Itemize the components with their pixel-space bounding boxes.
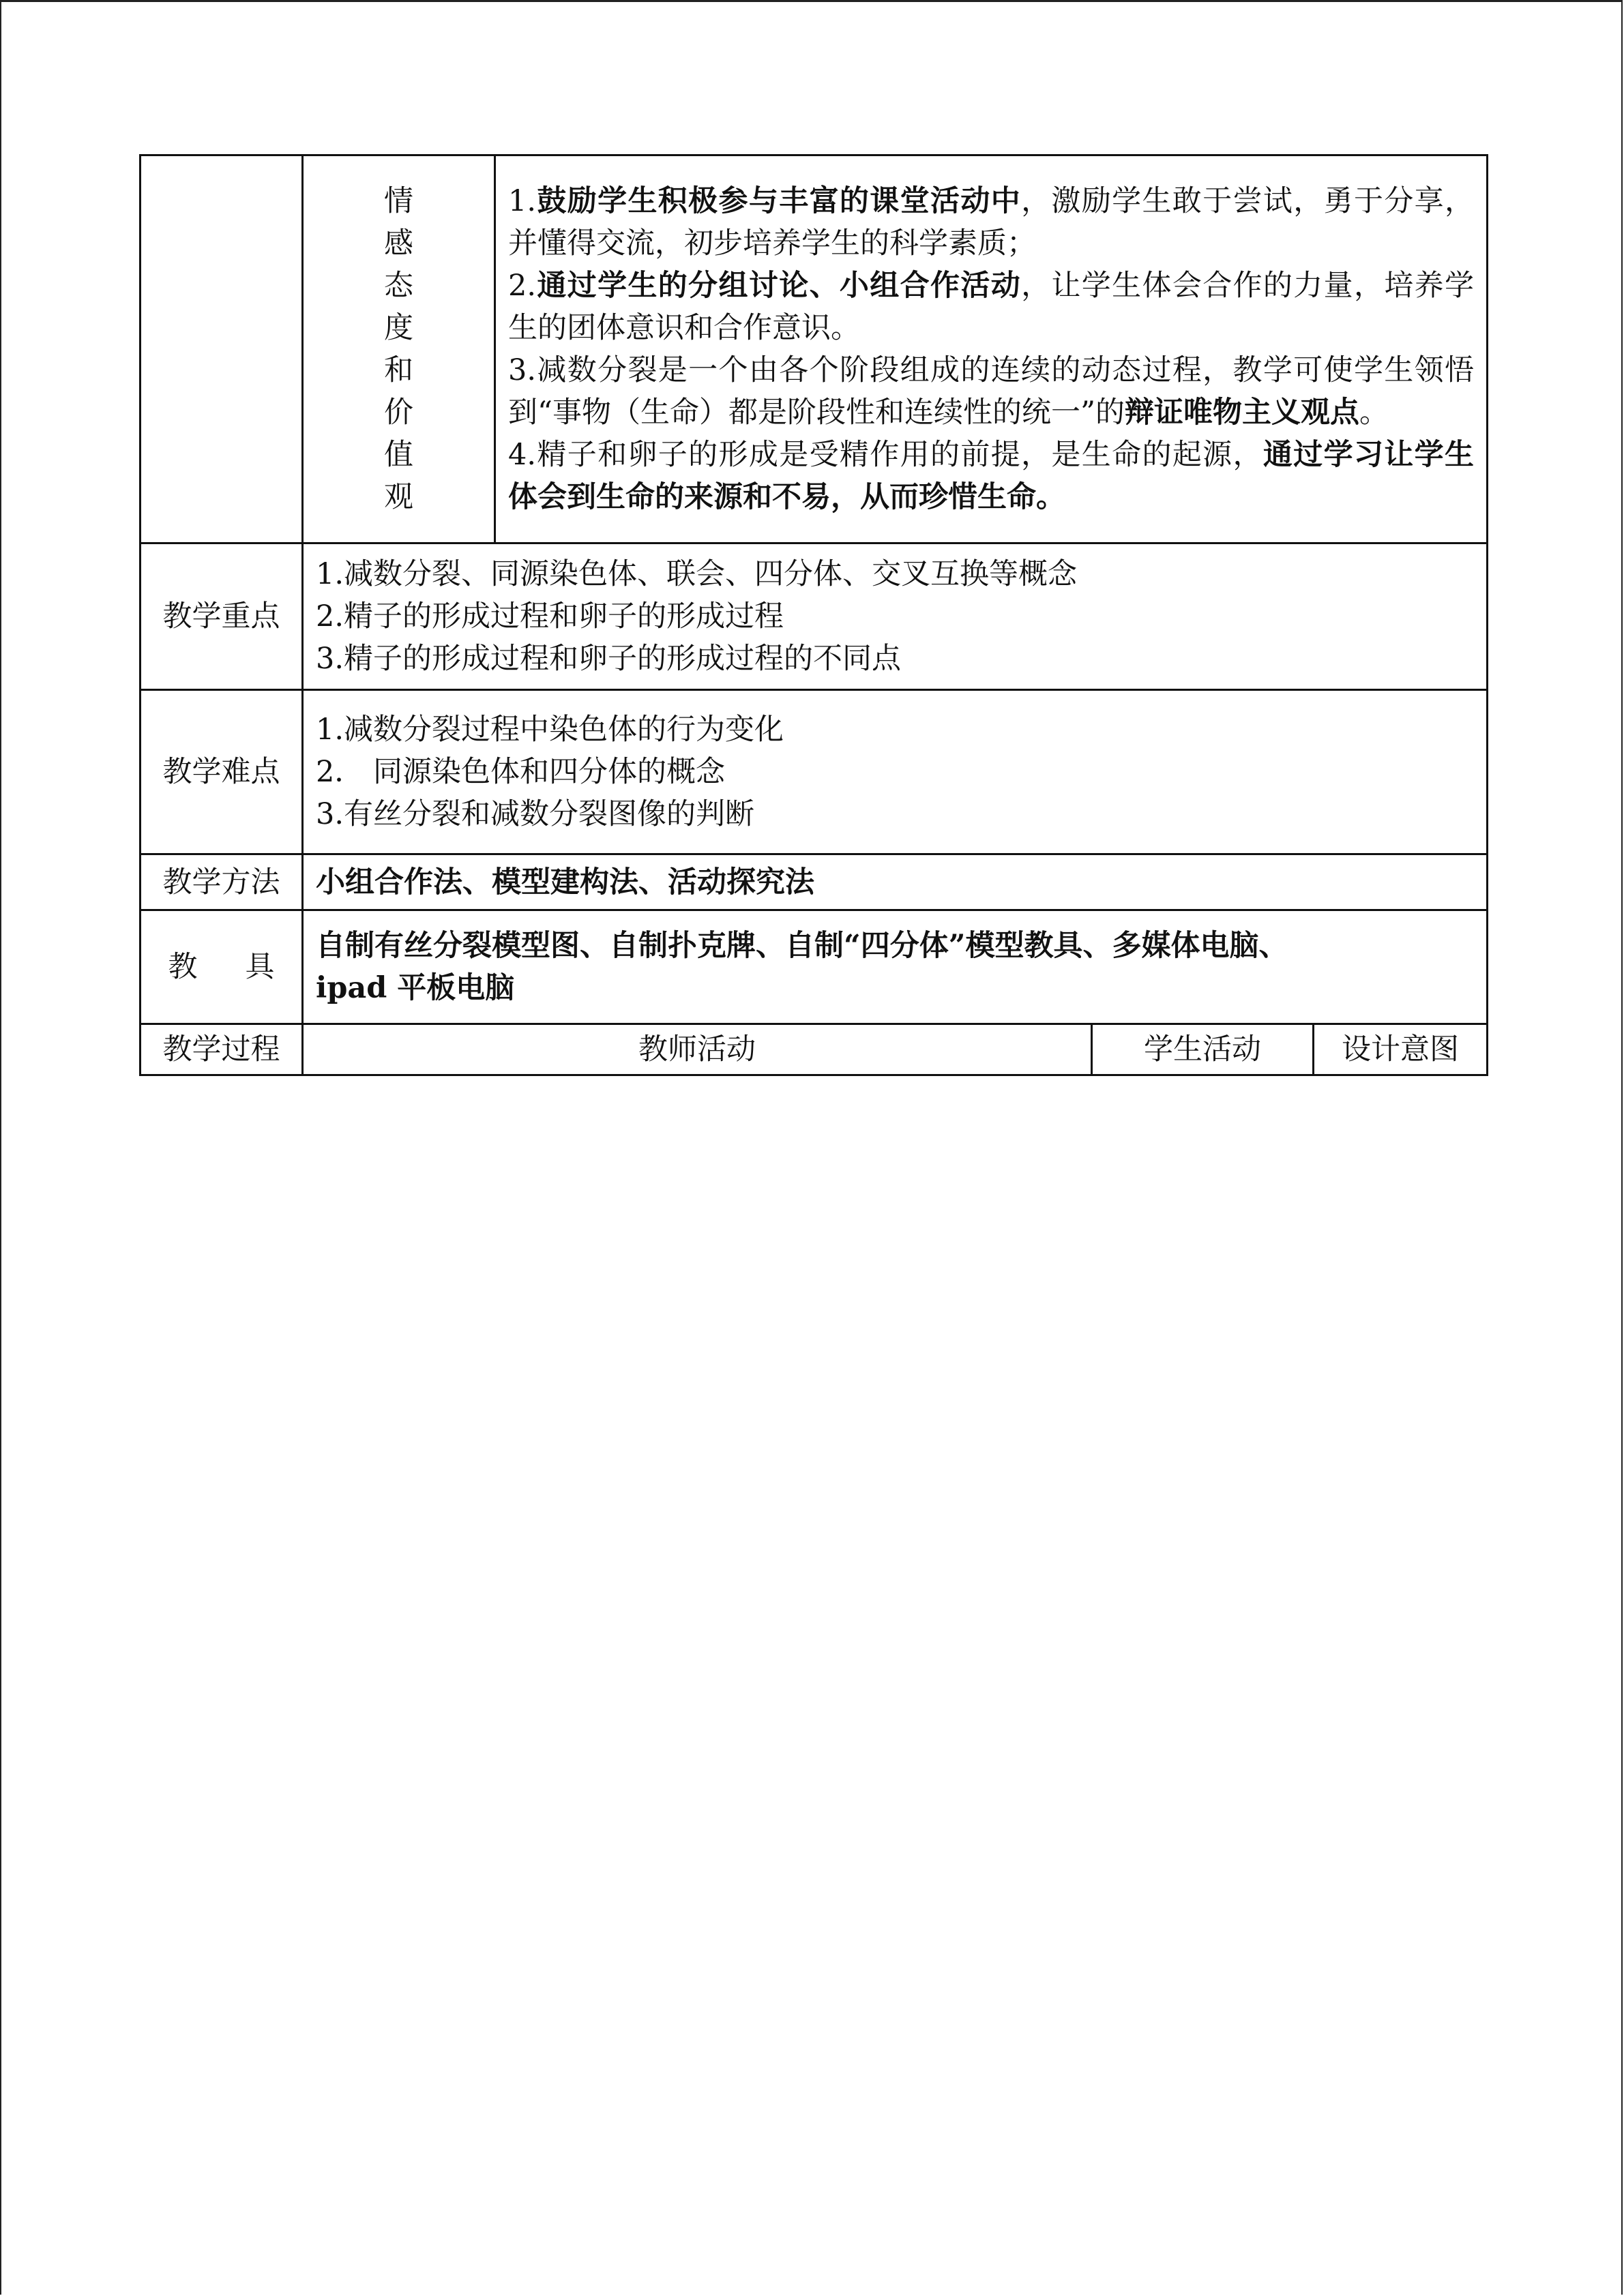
methods-content: 小组合作法、模型建构法、活动探究法: [303, 854, 1488, 910]
emotion-item-2-bold: 通过学生的分组讨论、小组合作活动: [536, 269, 1022, 303]
methods-row: [141, 854, 1488, 910]
emotion-row: [141, 155, 1488, 543]
difficulties-label: 教学难点: [141, 690, 303, 854]
emotion-label: 情感态度和价值观: [384, 184, 413, 514]
key-point-item: 1.减数分裂、同源染色体、联会、四分体、交叉互换等概念: [316, 557, 1078, 591]
emotion-item-1-num: 1.: [508, 184, 537, 218]
emotion-item-3-bold: 辩证唯物主义观点: [1124, 396, 1359, 430]
design-intent-header: 设计意图: [1314, 1024, 1488, 1075]
emotion-item-1-bold: 鼓励学生积极参与丰富的课堂活动中: [536, 184, 1022, 218]
difficulties-row: [141, 690, 1488, 854]
key-point-item: 3.精子的形成过程和卵子的形成过程的不同点: [316, 642, 902, 676]
process-header-row: [141, 1024, 1488, 1075]
tools-line-1: 自制有丝分裂模型图、自制扑克牌、自制“四分体”模型教具、多媒体电脑、: [316, 929, 1288, 963]
emotion-content-cell: [495, 155, 1488, 543]
emotion-item-4-bold: 通过学习让学生体会到生命的来源和不易，从而珍惜生命。: [508, 438, 1475, 514]
emotion-item-3-num: 3.: [508, 353, 537, 387]
emotion-item-3-pre: 减数分裂是一个由各个阶段组成的连续的动态过程，教学可使学生领悟到“事物（生命）都是阶段性和连续性的统一”的: [508, 353, 1475, 430]
tools-line-2: ipad 平板电脑: [316, 971, 515, 1005]
emotion-item-3-post: 。: [1359, 396, 1389, 430]
emotion-item-2-rest: ，让学生体会合作的力量，培养学生的团体意识和合作意识。: [508, 269, 1475, 345]
tools-label-b: 具: [245, 950, 275, 984]
key-points-label: 教学重点: [141, 543, 303, 690]
difficulties-content: [303, 690, 1488, 854]
emotion-item-2: [508, 265, 1474, 349]
key-points-content: [303, 543, 1488, 690]
difficulty-item: 3.有丝分裂和减数分裂图像的判断: [316, 797, 755, 831]
tools-row: [141, 910, 1488, 1024]
difficulty-item: 1.减数分裂过程中染色体的行为变化: [316, 713, 784, 747]
emotion-item-1-rest: ，激励学生敢于尝试，勇于分享，并懂得交流，初步培养学生的科学素质；: [508, 184, 1475, 260]
emotion-label-cell: [303, 155, 495, 543]
key-points-row: [141, 543, 1488, 690]
emotion-item-2-num: 2.: [508, 269, 537, 303]
tools-content: [303, 910, 1488, 1024]
emotion-item-4: [508, 434, 1474, 518]
emotion-item-3: [508, 349, 1474, 434]
emotion-item-4-pre: 精子和卵子的形成是受精作用的前提，是生命的起源，: [536, 438, 1263, 472]
key-point-item: 2.精子的形成过程和卵子的形成过程: [316, 599, 784, 633]
methods-label: 教学方法: [141, 854, 303, 910]
tools-label-a: 教: [168, 950, 198, 984]
tools-label: [141, 910, 303, 1024]
teacher-activity-header: 教师活动: [303, 1024, 1092, 1075]
emotion-item-4-num: 4.: [508, 438, 537, 472]
lesson-plan-table: [139, 154, 1488, 1076]
emotion-item-1: [508, 180, 1474, 265]
process-label: 教学过程: [141, 1024, 303, 1075]
difficulty-item: 2． 同源染色体和四分体的概念: [316, 755, 726, 789]
student-activity-header: 学生活动: [1092, 1024, 1314, 1075]
emotion-blank-cell: [141, 155, 303, 543]
